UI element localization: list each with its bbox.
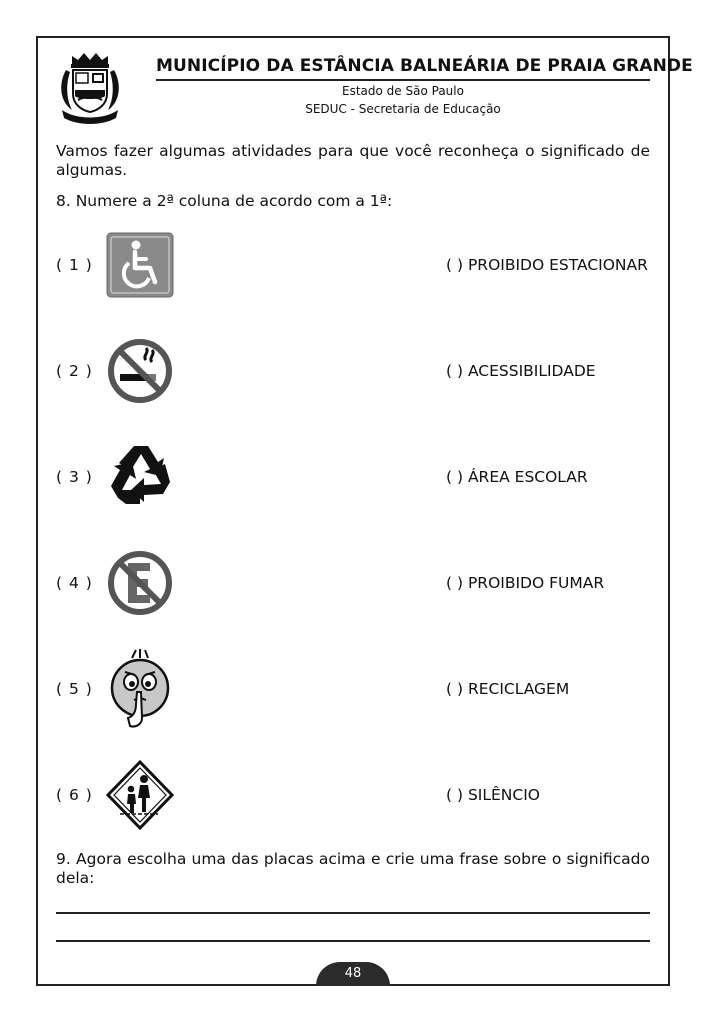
option-2: ( ) ACESSIBILIDADE [446,362,596,380]
intro-text: Vamos fazer algumas atividades para que você reconheça o significado de algumas. [56,142,650,179]
no-parking-icon [106,550,174,616]
option-6: ( ) SILÊNCIO [446,786,540,804]
school-zone-icon [106,760,174,830]
item-number-1: ( 1 ) [56,256,93,274]
page-number: 48 [344,966,362,981]
department-name: SEDUC - Secretaria de Educação [305,102,501,116]
recycling-icon [106,442,176,510]
item-number-6: ( 6 ) [56,786,93,804]
crest-icon [56,50,124,124]
option-4: ( ) PROIBIDO FUMAR [446,574,605,592]
state-name: Estado de São Paulo [342,84,464,98]
question-9: 9. Agora escolha uma das placas acima e crie uma frase sobre o significado dela: [56,850,650,887]
item-number-3: ( 3 ) [56,468,93,486]
municipality-title: MUNICÍPIO DA ESTÂNCIA BALNEÁRIA DE PRAIA GRANDE [156,56,693,76]
item-number-5: ( 5 ) [56,680,93,698]
option-5: ( ) RECICLAGEM [446,680,570,698]
option-1: ( ) PROIBIDO ESTACIONAR [446,256,648,274]
answer-line-1[interactable] [56,912,650,914]
question-8: 8. Numere a 2ª coluna de acordo com a 1ª: [56,192,393,210]
item-number-2: ( 2 ) [56,362,93,380]
no-smoking-icon [106,338,174,404]
accessibility-icon [106,232,174,298]
answer-line-2[interactable] [56,940,650,942]
silence-icon [106,648,174,732]
option-3: ( ) ÁREA ESCOLAR [446,468,588,486]
title-underline [156,79,650,81]
item-number-4: ( 4 ) [56,574,93,592]
